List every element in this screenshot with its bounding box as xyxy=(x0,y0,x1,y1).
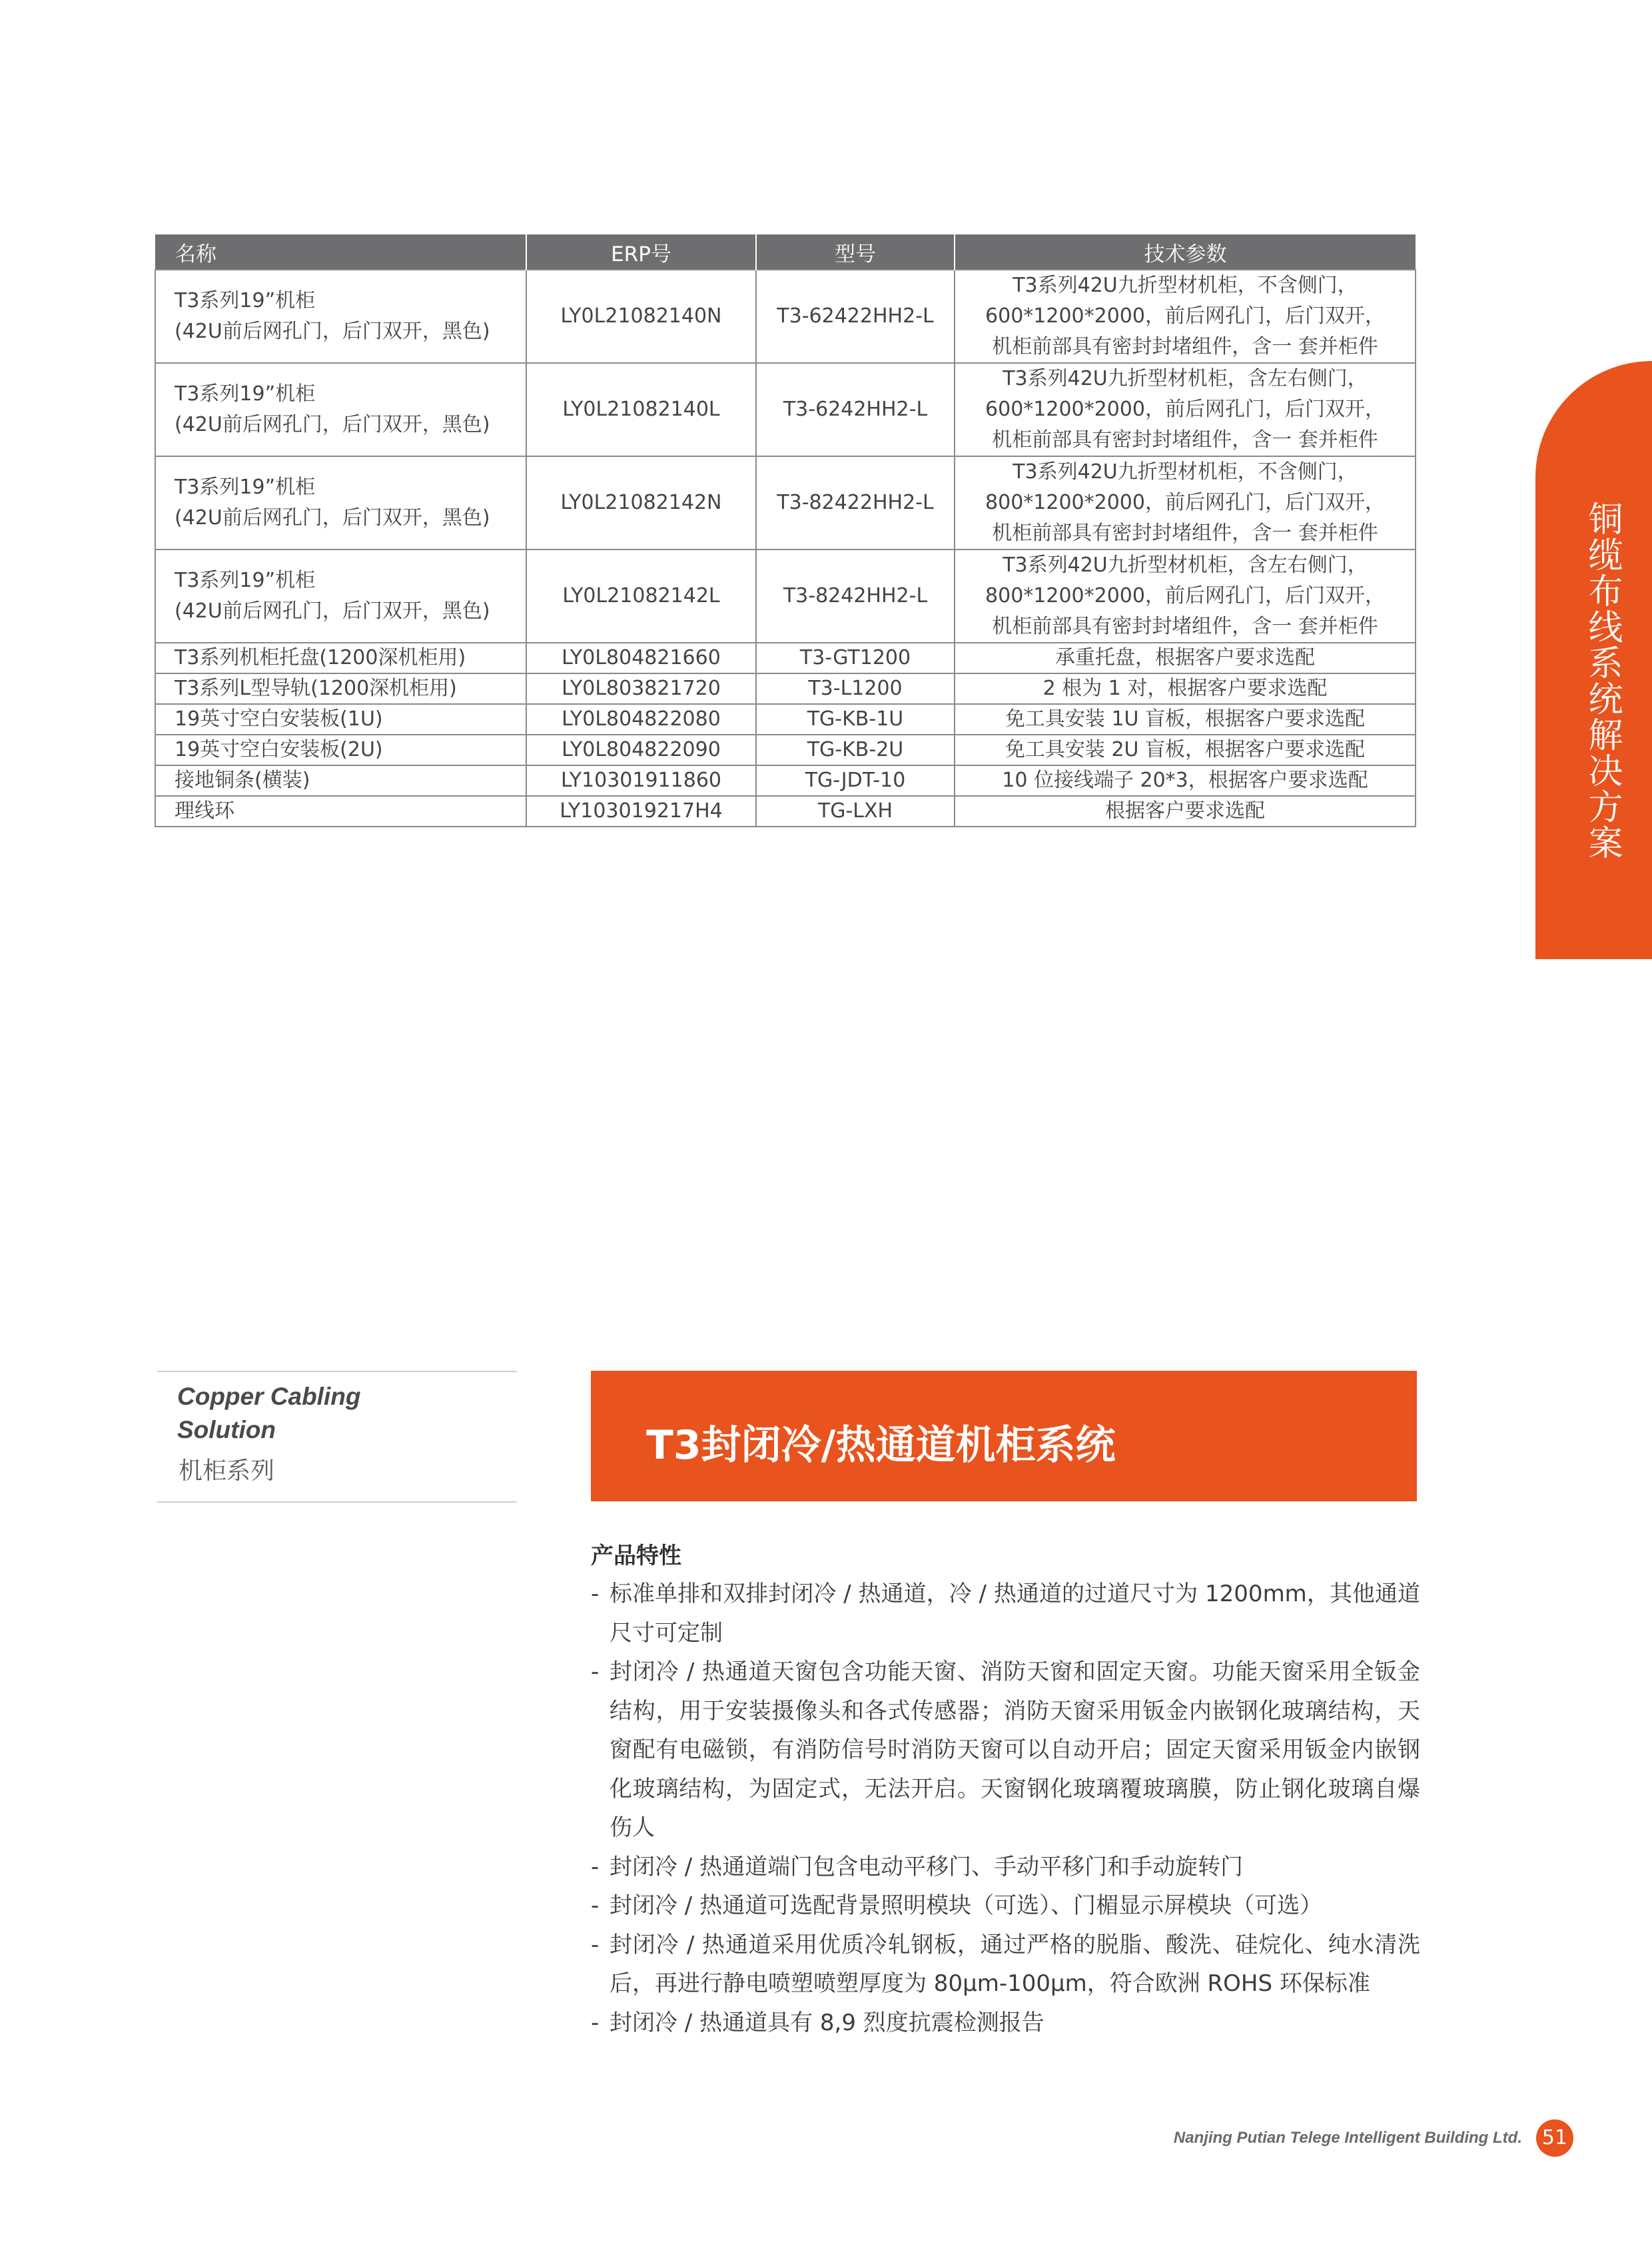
cell-name: 接地铜条(横装) xyxy=(155,765,526,796)
side-tab-label: 铜缆布线系统解决方案 xyxy=(1582,501,1622,861)
spec-table xyxy=(155,234,1416,827)
cell-name: 19英寸空白安装板(1U) xyxy=(155,704,526,735)
cell-params: 10 位接线端子 20*3，根据客户要求选配 xyxy=(955,765,1416,796)
cell-model: TG-LXH xyxy=(756,796,955,827)
category-english: Copper Cabling Solution xyxy=(177,1383,361,1443)
cell-erp: LY0L21082142L xyxy=(526,550,756,643)
cell-params: 承重托盘，根据客户要求选配 xyxy=(955,643,1416,673)
category-top-rule xyxy=(157,1371,517,1372)
category-chinese: 机柜系列 xyxy=(179,1457,275,1485)
cell-model: TG-KB-2U xyxy=(756,735,955,765)
features-heading: 产品特性 xyxy=(591,1543,681,1569)
cell-erp: LY0L21082142N xyxy=(526,456,756,550)
cell-name: T3系列机柜托盘(1200深机柜用) xyxy=(155,643,526,673)
feature-item: - 封闭冷 / 热通道具有 8,9 烈度抗震检测报告 xyxy=(591,2004,1420,2043)
cell-erp: LY103019217H4 xyxy=(526,796,756,827)
header-erp: ERP号 xyxy=(526,234,756,270)
cell-name: 理线环 xyxy=(155,796,526,827)
cell-params: T3系列42U九折型材机柜，不含侧门， 800*1200*2000，前后网孔门，后门双开， 机柜前部具有密封封堵组件，含一 套并柜件 xyxy=(955,456,1416,550)
cell-params: 免工具安装 2U 盲板，根据客户要求选配 xyxy=(955,735,1416,765)
features-list xyxy=(591,1575,1420,2042)
feature-item: - 标准单排和双排封闭冷 / 热通道，冷 / 热通道的过道尺寸为 1200mm，其他通道尺寸可定制 xyxy=(591,1575,1420,1653)
cell-name: T3系列19”机柜 (42U前后网孔门，后门双开，黑色) xyxy=(155,363,526,456)
feature-item: - 封闭冷 / 热通道端门包含电动平移门、手动平移门和手动旋转门 xyxy=(591,1848,1420,1887)
table-header-row xyxy=(155,234,1416,270)
cell-model: TG-KB-1U xyxy=(756,704,955,735)
table-row xyxy=(155,270,1416,363)
cell-model: T3-82422HH2-L xyxy=(756,456,955,550)
cell-model: TG-JDT-10 xyxy=(756,765,955,796)
feature-item: - 封闭冷 / 热通道天窗包含功能天窗、消防天窗和固定天窗。功能天窗采用全钣金结构，用于安装摄像头和各式传感器；消防天窗采用钣金内嵌钢化玻璃结构，天窗配有电磁锁，有消防信号时消防天窗可以自动开启；固定天窗采用钣金内嵌钢化玻璃结构，为固定式，无法开启。天窗钢化玻璃覆玻璃膜，防止钢化玻璃自爆伤人 xyxy=(591,1653,1420,1848)
feature-item: - 封闭冷 / 热通道采用优质冷轧钢板，通过严格的脱脂、酸洗、硅烷化、纯水清洗后，再进行静电喷塑喷塑厚度为 80μm-100μm，符合欧洲 ROHS 环保标准 xyxy=(591,1926,1420,2004)
cell-name: T3系列L型导轨(1200深机柜用) xyxy=(155,673,526,704)
cell-model: T3-6242HH2-L xyxy=(756,363,955,456)
cell-params: T3系列42U九折型材机柜，不含侧门， 600*1200*2000，前后网孔门，后门双开， 机柜前部具有密封封堵组件，含一 套并柜件 xyxy=(955,270,1416,363)
table-row xyxy=(155,550,1416,643)
cell-model: T3-L1200 xyxy=(756,673,955,704)
cell-erp: LY0L804822080 xyxy=(526,704,756,735)
header-name: 名称 xyxy=(155,234,526,270)
table-row xyxy=(155,363,1416,456)
cell-params: 2 根为 1 对，根据客户要求选配 xyxy=(955,673,1416,704)
table-row xyxy=(155,796,1416,827)
cell-params: T3系列42U九折型材机柜，含左右侧门， 600*1200*2000，前后网孔门，后门双开， 机柜前部具有密封封堵组件，含一 套并柜件 xyxy=(955,363,1416,456)
cell-params: T3系列42U九折型材机柜，含左右侧门， 800*1200*2000，前后网孔门，后门双开， 机柜前部具有密封封堵组件，含一 套并柜件 xyxy=(955,550,1416,643)
cell-erp: LY0L21082140L xyxy=(526,363,756,456)
feature-item: - 封闭冷 / 热通道可选配背景照明模块（可选）、门楣显示屏模块（可选） xyxy=(591,1886,1420,1926)
cell-erp: LY0L804821660 xyxy=(526,643,756,673)
cell-name: 19英寸空白安装板(2U) xyxy=(155,735,526,765)
cell-params: 免工具安装 1U 盲板，根据客户要求选配 xyxy=(955,704,1416,735)
cell-name: T3系列19”机柜 (42U前后网孔门，后门双开，黑色) xyxy=(155,550,526,643)
cell-name: T3系列19”机柜 (42U前后网孔门，后门双开，黑色) xyxy=(155,456,526,550)
cell-model: T3-GT1200 xyxy=(756,643,955,673)
header-params: 技术参数 xyxy=(955,234,1416,270)
table-row xyxy=(155,456,1416,550)
table-row xyxy=(155,704,1416,735)
table-row xyxy=(155,643,1416,673)
table-row xyxy=(155,765,1416,796)
cell-erp: LY0L804822090 xyxy=(526,735,756,765)
table-row xyxy=(155,735,1416,765)
page-number: 51 xyxy=(1536,2119,1573,2157)
cell-model: T3-8242HH2-L xyxy=(756,550,955,643)
category-bottom-rule xyxy=(157,1501,517,1503)
cell-erp: LY10301911860 xyxy=(526,765,756,796)
cell-model: T3-62422HH2-L xyxy=(756,270,955,363)
page-title: T3封闭冷/热通道机柜系统 xyxy=(646,1422,1116,1469)
cell-params: 根据客户要求选配 xyxy=(955,796,1416,827)
header-model: 型号 xyxy=(756,234,955,270)
cell-erp: LY0L803821720 xyxy=(526,673,756,704)
cell-erp: LY0L21082140N xyxy=(526,270,756,363)
cell-name: T3系列19”机柜 (42U前后网孔门，后门双开，黑色) xyxy=(155,270,526,363)
table-row xyxy=(155,673,1416,704)
footer-company: Nanjing Putian Telege Intelligent Building Ltd. xyxy=(1173,2129,1522,2147)
